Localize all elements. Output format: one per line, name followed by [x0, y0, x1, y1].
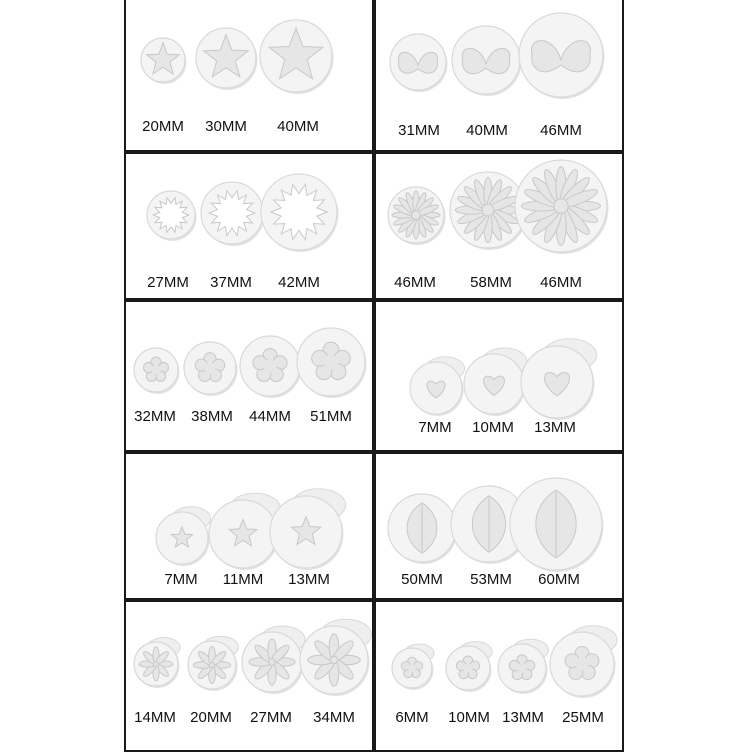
- cutter-disc: [519, 13, 605, 99]
- cutter-disc: [141, 38, 187, 84]
- size-label: 27MM: [147, 274, 189, 291]
- size-label: 40MM: [466, 122, 508, 139]
- size-label: 31MM: [398, 122, 440, 139]
- cutter-disc: [196, 28, 258, 90]
- panel-butterfly: [374, 0, 624, 152]
- cutter-disc: [300, 619, 371, 696]
- size-label: 37MM: [210, 274, 252, 291]
- panel-star: [124, 452, 374, 600]
- size-label: 13MM: [502, 709, 544, 726]
- cutter-disc: [134, 348, 180, 394]
- size-label: 13MM: [288, 571, 330, 588]
- panel-star-flower: [124, 0, 374, 152]
- cutter-disc: [521, 339, 597, 420]
- size-label: 38MM: [191, 408, 233, 425]
- five-petal-cutters: [126, 302, 376, 454]
- cutter-disc: [261, 174, 339, 252]
- cutter-disc: [388, 187, 446, 245]
- cutter-disc: [188, 636, 238, 691]
- size-label: 11MM: [222, 571, 264, 588]
- cutter-disc: [452, 26, 522, 96]
- cutter-disc: [510, 478, 604, 572]
- size-label: 7MM: [418, 419, 452, 436]
- size-label: 40MM: [277, 118, 319, 135]
- size-label: 10MM: [472, 419, 514, 436]
- size-label: 6MM: [395, 709, 429, 726]
- cutter-disc: [515, 160, 609, 254]
- panel-five-petal: [124, 300, 374, 452]
- cutter-disc: [147, 191, 197, 241]
- size-label: 46MM: [394, 274, 436, 291]
- size-label: 30MM: [205, 118, 247, 135]
- cutter-disc: [260, 20, 334, 94]
- cutter-disc: [392, 644, 434, 690]
- cutter-disc: [388, 494, 458, 564]
- size-label: 60MM: [538, 571, 580, 588]
- cutter-disc: [410, 357, 465, 416]
- cutter-disc: [242, 626, 305, 694]
- cutter-disc: [498, 639, 548, 694]
- size-label: 58MM: [470, 274, 512, 291]
- cutter-disc: [156, 507, 211, 566]
- cutter-disc: [201, 182, 265, 246]
- size-label: 27MM: [250, 709, 292, 726]
- panel-blossom: [374, 600, 624, 752]
- eight-petal-cutters: [126, 602, 376, 754]
- cutter-disc: [270, 489, 346, 570]
- size-label: 7MM: [164, 571, 198, 588]
- cutter-disc: [134, 638, 180, 688]
- size-label: 13MM: [534, 419, 576, 436]
- size-label: 20MM: [142, 118, 184, 135]
- size-label: 20MM: [190, 709, 232, 726]
- size-label: 50MM: [401, 571, 443, 588]
- cutter-disc: [390, 34, 448, 92]
- size-label: 44MM: [249, 408, 291, 425]
- size-label: 53MM: [470, 571, 512, 588]
- cutter-disc: [464, 348, 527, 416]
- size-label: 10MM: [448, 709, 490, 726]
- size-label: 46MM: [540, 122, 582, 139]
- size-label: 51MM: [310, 408, 352, 425]
- cutter-disc: [240, 336, 302, 398]
- panel-heart: [374, 300, 624, 452]
- panel-eight-petal: [124, 600, 374, 752]
- size-label: 42MM: [278, 274, 320, 291]
- cutter-disc: [184, 342, 238, 396]
- panel-daisy: [374, 152, 624, 300]
- size-label: 25MM: [562, 709, 604, 726]
- cutter-disc: [297, 328, 367, 398]
- size-label: 46MM: [540, 274, 582, 291]
- blossom-cutters: [376, 602, 626, 754]
- size-label: 34MM: [313, 709, 355, 726]
- panel-sunburst: [124, 152, 374, 300]
- cutter-disc: [550, 626, 617, 698]
- size-label: 14MM: [134, 709, 176, 726]
- cutter-disc: [446, 642, 492, 692]
- panel-leaf: [374, 452, 624, 600]
- size-label: 32MM: [134, 408, 176, 425]
